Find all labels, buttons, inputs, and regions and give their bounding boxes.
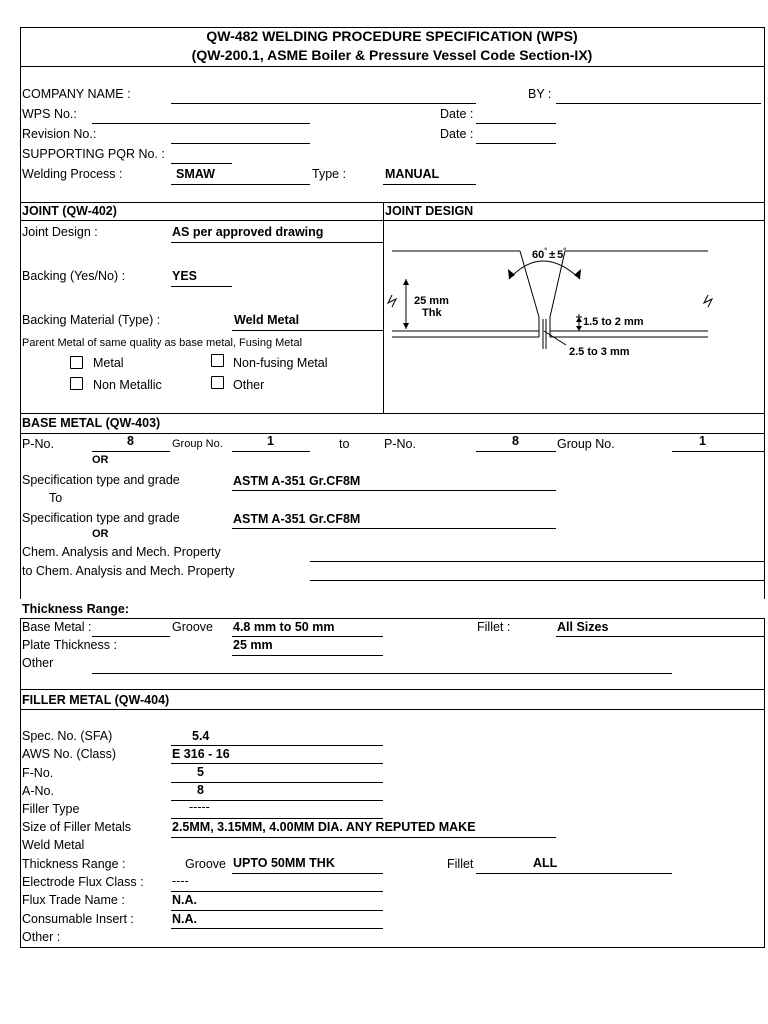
flux-trade-value: N.A. xyxy=(172,893,197,907)
pno-label: P-No. xyxy=(22,437,54,451)
thickness-base-metal-label: Base Metal : xyxy=(22,620,92,634)
pqr-field[interactable] xyxy=(171,163,232,164)
backing-field[interactable] xyxy=(171,286,232,287)
backing-material-field[interactable] xyxy=(232,330,383,331)
by-field[interactable] xyxy=(556,103,761,104)
type-field[interactable] xyxy=(383,184,476,185)
filler-fillet-label: Fillet xyxy=(447,857,474,871)
ano-label: A-No. xyxy=(22,784,54,798)
flux-class-value: ---- xyxy=(172,874,189,888)
filler-size-label: Size of Filler Metals xyxy=(22,820,132,834)
chem-label-2: to Chem. Analysis and Mech. Property xyxy=(22,564,235,578)
group2-value: 1 xyxy=(699,434,706,448)
thickness-groove-label: Groove xyxy=(172,620,213,634)
type-value: MANUAL xyxy=(385,167,440,181)
backing-material-value: Weld Metal xyxy=(234,313,300,327)
page-title: QW-482 WELDING PROCEDURE SPECIFICATION (WPS) xyxy=(206,28,578,44)
frame-right xyxy=(764,27,765,599)
revision-label: Revision No.: xyxy=(22,127,97,141)
company-field[interactable] xyxy=(171,103,476,104)
joint-design-field[interactable] xyxy=(171,242,383,243)
flux-class-field[interactable] xyxy=(171,891,383,892)
ano-value: 8 xyxy=(197,783,204,797)
non-metallic-checkbox[interactable] xyxy=(70,377,83,390)
metal-checkbox[interactable] xyxy=(70,356,83,369)
date-field-1[interactable] xyxy=(476,123,556,124)
filler-fillet-value: ALL xyxy=(533,856,558,870)
joint-design-value: AS per approved drawing xyxy=(172,225,324,239)
frame2-right xyxy=(764,618,765,948)
plate-thickness-value: 25 mm xyxy=(233,638,273,652)
plate-thickness-field[interactable] xyxy=(232,655,383,656)
page-subtitle: (QW-200.1, ASME Boiler & Pressure Vessel Code Section-IX) xyxy=(191,47,593,63)
other-option-label: Other xyxy=(233,378,265,392)
wps-label: WPS No.: xyxy=(22,107,77,121)
spec-label-2: Specification type and grade xyxy=(22,511,180,525)
thickness-groove-value: 4.8 mm to 50 mm xyxy=(233,620,335,634)
filler-thickness-label: Thickness Range : xyxy=(22,857,126,871)
joint-top-divider xyxy=(20,202,764,203)
base-metal-divider xyxy=(20,413,764,414)
by-label: BY : xyxy=(528,87,552,101)
filler-groove-label: Groove xyxy=(185,857,226,871)
thickness-label-line1: 25 mm xyxy=(414,295,449,307)
other-checkbox[interactable] xyxy=(211,376,224,389)
consumable-insert-value: N.A. xyxy=(172,912,197,926)
thickness-fillet-label: Fillet : xyxy=(477,620,511,634)
plate-thickness-label: Plate Thickness : xyxy=(22,638,117,652)
pno2-value: 8 xyxy=(512,434,519,448)
date-label-2: Date : xyxy=(440,127,474,141)
aws-label: AWS No. (Class) xyxy=(22,747,116,761)
filler-spec-field[interactable] xyxy=(171,745,383,746)
frame2-left xyxy=(20,618,21,948)
thickness-title-underline xyxy=(20,618,170,619)
root-face-label: 1.5 to 2 mm xyxy=(583,316,644,328)
groove-angle-label: 60° ± 5° xyxy=(532,248,567,261)
chem-field-1[interactable] xyxy=(310,561,764,562)
aws-value: E 316 - 16 xyxy=(172,747,230,761)
filler-section-title: FILLER METAL (QW-404) xyxy=(22,693,170,707)
spec-field-2[interactable] xyxy=(232,528,556,529)
thickness-other-field[interactable] xyxy=(92,673,672,674)
spec-value-1: ASTM A-351 Gr.CF8M xyxy=(233,474,361,488)
group-value: 1 xyxy=(267,434,274,448)
joint-section-title: JOINT (QW-402) xyxy=(22,204,117,218)
fno-label: F-No. xyxy=(22,766,54,780)
parent-metal-note: Parent Metal of same quality as base metal, Fusing Metal xyxy=(22,337,303,349)
company-label: COMPANY NAME : xyxy=(22,87,131,101)
frame-bottom xyxy=(20,947,764,948)
flux-class-label: Electrode Flux Class : xyxy=(22,875,144,889)
consumable-insert-label: Consumable Insert : xyxy=(22,912,134,926)
group2-label: Group No. xyxy=(557,437,615,451)
group2-field[interactable] xyxy=(672,451,764,452)
metal-option-label: Metal xyxy=(93,356,124,370)
to-label-2: To xyxy=(49,491,63,505)
filler-fillet-field[interactable] xyxy=(476,873,672,874)
root-gap-label: 2.5 to 3 mm xyxy=(569,346,630,358)
thickness-label-line2: Thk xyxy=(422,307,442,319)
joint-design-label: Joint Design : xyxy=(22,225,98,239)
pno-field[interactable] xyxy=(92,451,170,452)
filler-groove-value: UPTO 50MM THK xyxy=(233,856,335,870)
joint-design-diagram xyxy=(384,221,764,413)
spec-value-2: ASTM A-351 Gr.CF8M xyxy=(233,512,361,526)
frame-left xyxy=(20,27,21,599)
process-value: SMAW xyxy=(176,167,215,181)
process-field[interactable] xyxy=(171,184,310,185)
header-divider xyxy=(20,66,764,67)
date-label-1: Date : xyxy=(440,107,474,121)
wps-field[interactable] xyxy=(92,123,310,124)
filler-other-label: Other : xyxy=(22,930,61,944)
or-label-1: OR xyxy=(92,454,109,466)
process-label: Welding Process : xyxy=(22,167,123,181)
to-label: to xyxy=(339,437,350,451)
filler-title-divider xyxy=(20,709,764,710)
group-label: Group No. xyxy=(172,438,223,450)
base-metal-section-title: BASE METAL (QW-403) xyxy=(22,416,161,430)
filler-groove-field[interactable] xyxy=(232,873,383,874)
filler-size-field[interactable] xyxy=(171,837,556,838)
non-fusing-option-label: Non-fusing Metal xyxy=(233,356,328,370)
flux-trade-field[interactable] xyxy=(171,910,383,911)
thickness-fillet-field[interactable] xyxy=(556,636,764,637)
type-label: Type : xyxy=(312,167,347,181)
pqr-label: SUPPORTING PQR No. : xyxy=(22,147,165,161)
consumable-insert-field[interactable] xyxy=(171,928,383,929)
backing-material-label: Backing Material (Type) : xyxy=(22,313,161,327)
backing-label: Backing (Yes/No) : xyxy=(22,269,126,283)
non-metallic-option-label: Non Metallic xyxy=(93,378,162,392)
pno2-field[interactable] xyxy=(476,451,556,452)
backing-value: YES xyxy=(172,269,198,283)
date-field-2[interactable] xyxy=(476,143,556,144)
or-label-2: OR xyxy=(92,528,109,540)
filler-divider xyxy=(20,689,764,690)
flux-trade-label: Flux Trade Name : xyxy=(22,893,125,907)
thickness-fillet-value: All Sizes xyxy=(557,620,609,634)
filler-size-value: 2.5MM, 3.15MM, 4.00MM DIA. ANY REPUTED MAKE xyxy=(172,820,476,834)
chem-field-2[interactable] xyxy=(310,580,764,581)
thickness-groove-field[interactable] xyxy=(232,636,383,637)
filler-type-field[interactable] xyxy=(171,818,383,819)
thickness-base-metal-field[interactable] xyxy=(92,636,170,637)
filler-type-value: ----- xyxy=(189,800,210,814)
pno-value: 8 xyxy=(127,434,134,448)
thickness-top-line xyxy=(170,618,764,619)
filler-spec-value: 5.4 xyxy=(192,729,210,743)
filler-spec-label: Spec. No. (SFA) xyxy=(22,729,113,743)
spec-label-1: Specification type and grade xyxy=(22,473,180,487)
spec-field-1[interactable] xyxy=(232,490,556,491)
fno-value: 5 xyxy=(197,765,204,779)
chem-label-1: Chem. Analysis and Mech. Property xyxy=(22,545,221,559)
joint-design-section-title: JOINT DESIGN xyxy=(385,204,474,218)
aws-field[interactable] xyxy=(171,763,383,764)
group-field[interactable] xyxy=(232,451,310,452)
revision-field[interactable] xyxy=(171,143,310,144)
non-fusing-checkbox[interactable] xyxy=(211,354,224,367)
thickness-other-label: Other xyxy=(22,656,54,670)
pno2-label: P-No. xyxy=(384,437,416,451)
thickness-range-title: Thickness Range: xyxy=(22,602,129,616)
weld-metal-label: Weld Metal xyxy=(22,838,85,852)
filler-type-label: Filler Type xyxy=(22,802,80,816)
